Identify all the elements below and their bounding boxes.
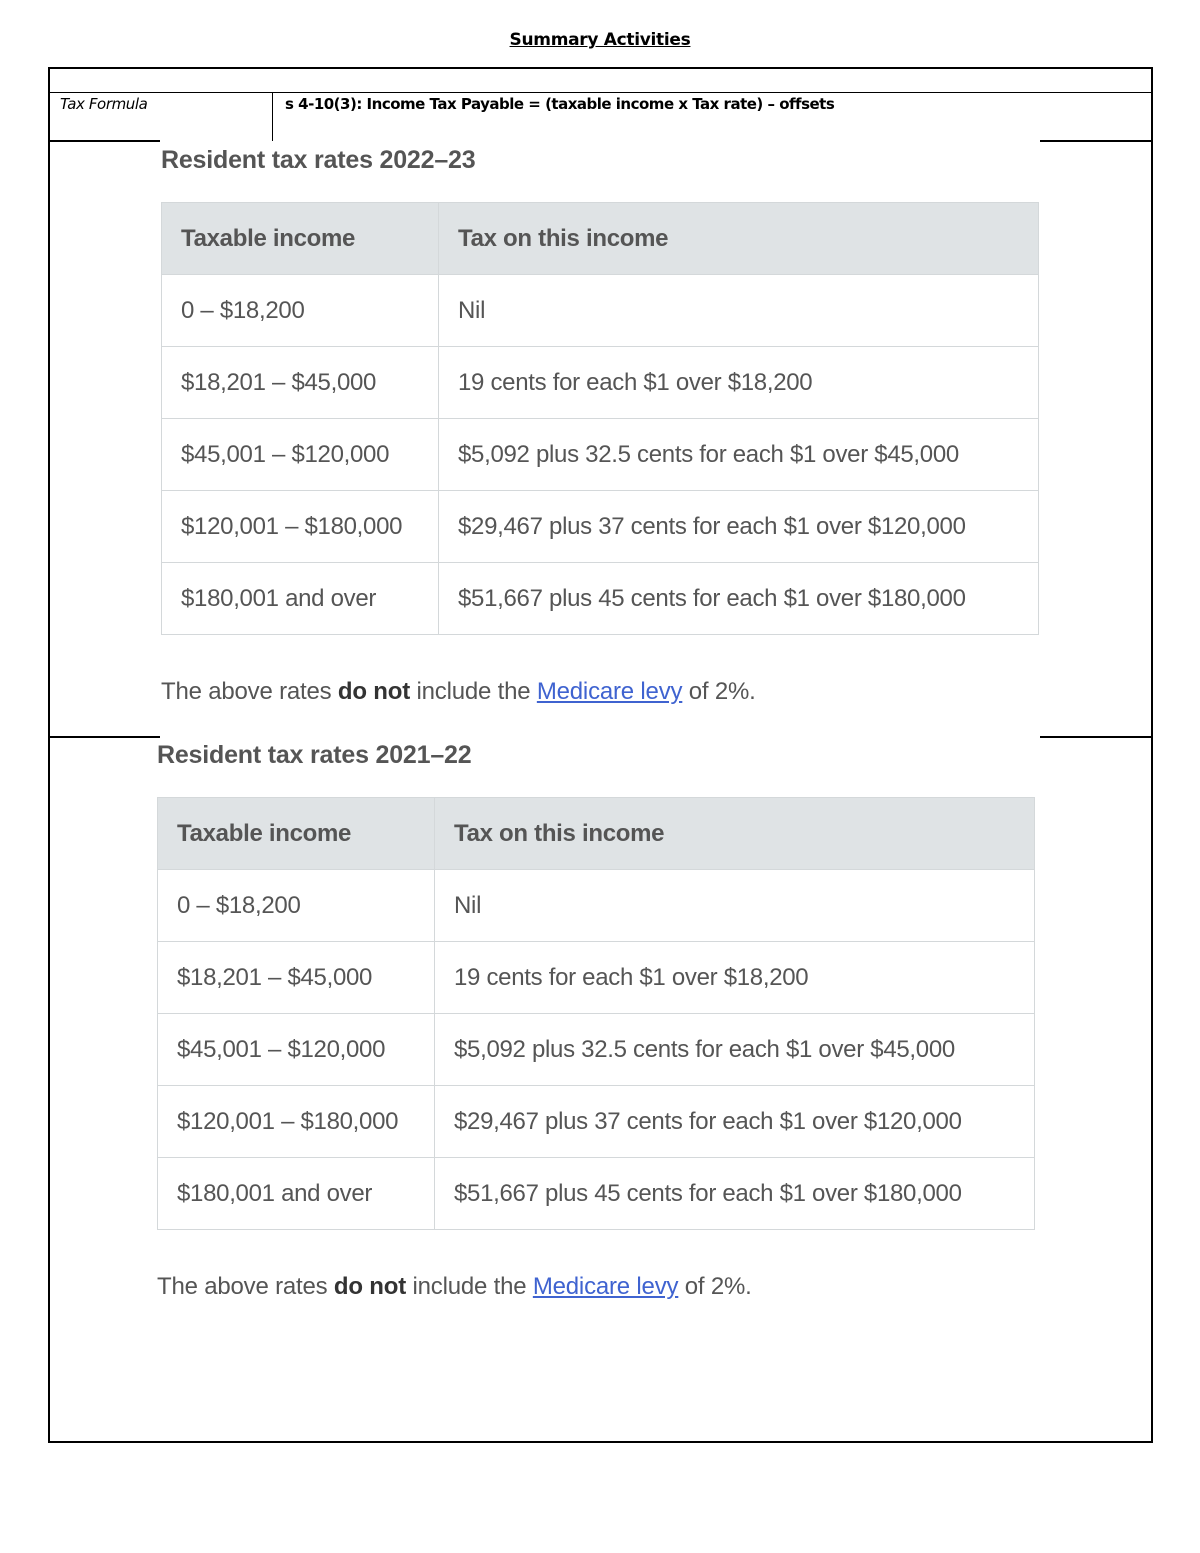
- section-heading: Resident tax rates 2022–23: [161, 146, 476, 174]
- tax-cell: 19 cents for each $1 over $18,200: [435, 942, 1035, 1014]
- table-row: [158, 1014, 1035, 1086]
- box-top-border: [48, 67, 1153, 69]
- medicare-levy-link[interactable]: Medicare levy: [532, 1273, 679, 1300]
- table-row: [158, 942, 1035, 1014]
- table-row: [158, 870, 1035, 942]
- table-row: [158, 1086, 1035, 1158]
- formula-row-bottom-border-left: [48, 140, 160, 142]
- box-right-border: [1151, 67, 1153, 1443]
- note-text: of 2%.: [678, 1273, 752, 1300]
- medicare-note: [157, 1273, 1037, 1301]
- page-title: Summary Activities: [509, 30, 691, 50]
- tax-cell: 19 cents for each $1 over $18,200: [439, 347, 1039, 419]
- table-header-row: [158, 798, 1035, 870]
- income-cell: $180,001 and over: [158, 1158, 435, 1230]
- medicare-levy-link[interactable]: Medicare levy: [536, 678, 683, 705]
- tax-cell: $29,467 plus 37 cents for each $1 over $120,000: [435, 1086, 1035, 1158]
- mid-border-left: [48, 736, 160, 738]
- tax-cell: Nil: [435, 870, 1035, 942]
- column-header-tax: Tax on this income: [439, 203, 1039, 275]
- note-text: include the: [410, 678, 537, 705]
- tax-cell: $5,092 plus 32.5 cents for each $1 over $45,000: [435, 1014, 1035, 1086]
- tax-cell: $51,667 plus 45 cents for each $1 over $180,000: [439, 563, 1039, 635]
- mid-border-right: [1040, 736, 1153, 738]
- tax-cell: $51,667 plus 45 cents for each $1 over $180,000: [435, 1158, 1035, 1230]
- income-cell: 0 – $18,200: [158, 870, 435, 942]
- note-text: include the: [406, 1273, 533, 1300]
- section-heading: Resident tax rates 2021–22: [157, 741, 472, 769]
- formula-row-bottom-border-right: [1040, 140, 1153, 142]
- formula-text: s 4-10(3): Income Tax Payable = (taxable income x Tax rate) – offsets: [285, 95, 835, 113]
- income-cell: $180,001 and over: [162, 563, 439, 635]
- tax-rates-table: [157, 797, 1035, 1230]
- table-header-row: [162, 203, 1039, 275]
- note-text: The above rates: [161, 678, 338, 705]
- box-bottom-border: [48, 1441, 1153, 1443]
- formula-row-top-border: [48, 92, 1153, 93]
- formula-column-divider: [272, 92, 273, 141]
- income-cell: $120,001 – $180,000: [162, 491, 439, 563]
- income-cell: $120,001 – $180,000: [158, 1086, 435, 1158]
- box-left-border: [48, 67, 50, 1443]
- table-row: [162, 347, 1039, 419]
- table-row: [162, 563, 1039, 635]
- income-cell: $45,001 – $120,000: [162, 419, 439, 491]
- tax-rates-table: [161, 202, 1039, 635]
- note-emphasis: do not: [333, 1273, 407, 1300]
- column-header-taxable-income: Taxable income: [162, 203, 439, 275]
- note-emphasis: do not: [337, 678, 411, 705]
- table-row: [162, 491, 1039, 563]
- income-cell: $18,201 – $45,000: [162, 347, 439, 419]
- note-text: The above rates: [157, 1273, 334, 1300]
- tax-rates-section-2021-22: [157, 737, 1037, 1301]
- income-cell: $45,001 – $120,000: [158, 1014, 435, 1086]
- income-cell: $18,201 – $45,000: [158, 942, 435, 1014]
- tax-cell: $5,092 plus 32.5 cents for each $1 over $45,000: [439, 419, 1039, 491]
- medicare-note: [161, 678, 1041, 706]
- tax-rates-section-2022-23: [161, 142, 1041, 706]
- tax-cell: $29,467 plus 37 cents for each $1 over $120,000: [439, 491, 1039, 563]
- table-row: [158, 1158, 1035, 1230]
- formula-label: Tax Formula: [60, 95, 148, 113]
- income-cell: 0 – $18,200: [162, 275, 439, 347]
- table-row: [162, 419, 1039, 491]
- tax-cell: Nil: [439, 275, 1039, 347]
- table-row: [162, 275, 1039, 347]
- column-header-taxable-income: Taxable income: [158, 798, 435, 870]
- note-text: of 2%.: [682, 678, 756, 705]
- column-header-tax: Tax on this income: [435, 798, 1035, 870]
